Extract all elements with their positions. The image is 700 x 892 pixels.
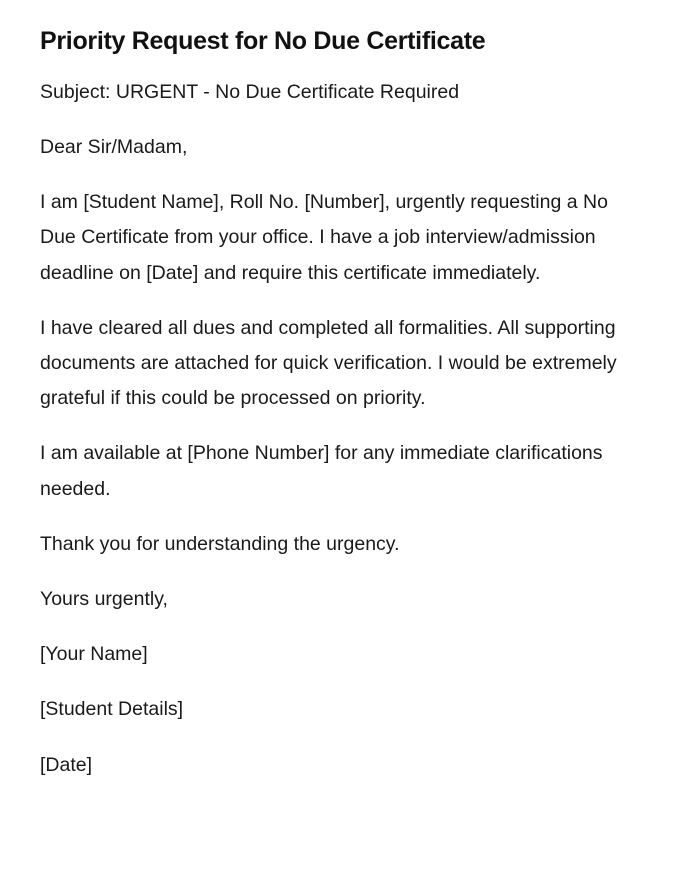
signature-details: [Student Details] (40, 698, 184, 721)
signature-name: [Your Name] (40, 643, 148, 666)
body-paragraph-contact: I am available at [Phone Number] for any immediate clarifications needed. (40, 442, 603, 500)
closing-line: Yours urgently, (40, 588, 168, 611)
body-paragraph-thanks: Thank you for understanding the urgency. (40, 532, 400, 555)
body-paragraph-request: I am [Student Name], Roll No. [Number], urgently requesting a No Due Certificate from your office. I have a job interview/admission deadline on [Date] and require this certificate immediately. (40, 191, 608, 284)
body-paragraph-dues-cleared: I have cleared all dues and completed all formalities. All supporting documents are attached for quick verification. I would be extremely grateful if this could be processed on priority. (40, 316, 617, 410)
subject-line: Subject: URGENT - No Due Certificate Required (40, 81, 460, 103)
page-title: Priority Request for No Due Certificate (40, 27, 486, 55)
salutation: Dear Sir/Madam, (40, 136, 188, 158)
signature-date: [Date] (40, 753, 93, 776)
